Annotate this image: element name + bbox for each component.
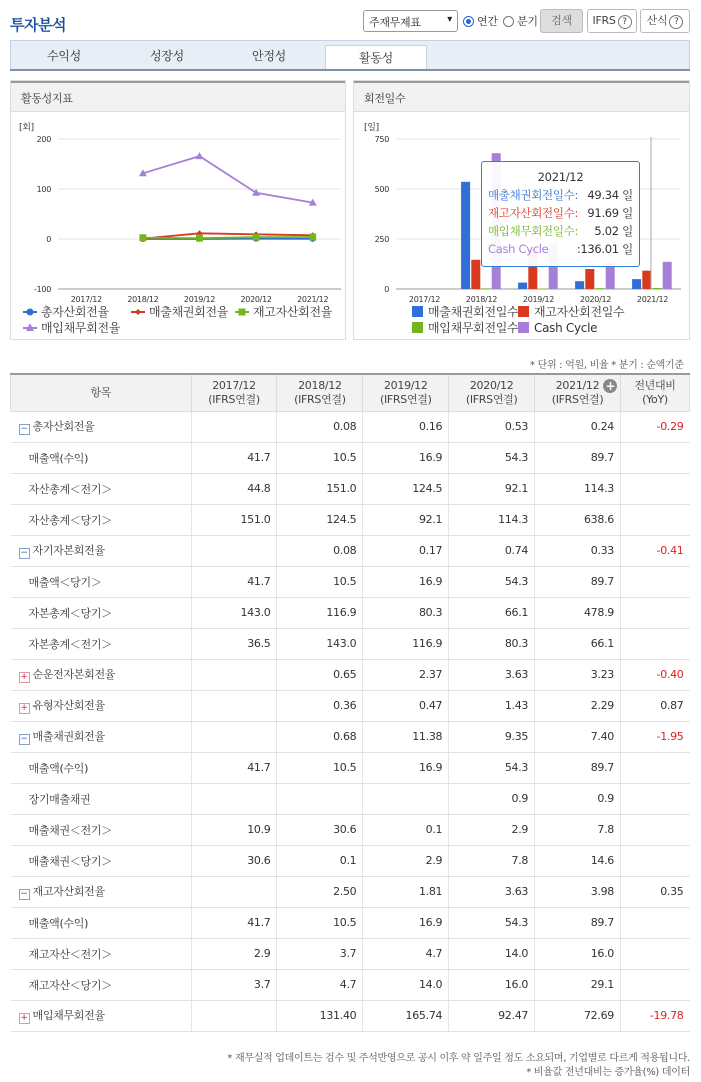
legend-label: 매입채무회전일수 bbox=[428, 321, 519, 335]
data-point bbox=[253, 234, 260, 241]
value-cell: 0.33 bbox=[535, 535, 621, 566]
bar-1 bbox=[632, 279, 641, 289]
yoy-cell: -0.29 bbox=[620, 411, 689, 442]
tooltip-row bbox=[488, 204, 633, 222]
value-cell: 54.3 bbox=[449, 566, 535, 597]
value-cell: 16.9 bbox=[363, 566, 449, 597]
value-cell: 3.98 bbox=[535, 876, 621, 907]
yoy-cell bbox=[620, 938, 689, 969]
value-cell: 2.9 bbox=[363, 845, 449, 876]
table-row bbox=[11, 752, 690, 783]
legend-marker bbox=[412, 322, 423, 333]
tooltip-row bbox=[488, 186, 633, 204]
data-point bbox=[309, 234, 316, 241]
header-item: 항목 bbox=[11, 374, 192, 411]
radio-unselected-icon bbox=[503, 16, 514, 27]
value-cell: 116.9 bbox=[363, 628, 449, 659]
value-cell: 80.3 bbox=[449, 628, 535, 659]
yoy-cell bbox=[620, 814, 689, 845]
value-cell: 16.9 bbox=[363, 442, 449, 473]
radio-selected-icon bbox=[463, 16, 474, 27]
bar-3 bbox=[482, 288, 491, 289]
tooltip-row bbox=[488, 222, 633, 240]
value-cell: 3.63 bbox=[449, 876, 535, 907]
value-cell: 114.3 bbox=[535, 473, 621, 504]
y-tick-label: 100 bbox=[36, 185, 51, 194]
value-cell: 3.7 bbox=[191, 969, 277, 1000]
yoy-cell: -1.95 bbox=[620, 721, 689, 752]
value-cell: 0.74 bbox=[449, 535, 535, 566]
value-cell: 10.5 bbox=[277, 566, 363, 597]
data-point bbox=[139, 234, 146, 241]
table-row bbox=[11, 535, 690, 566]
row-label[interactable]: − 자기자본회전율 bbox=[11, 535, 192, 566]
unit-note: * 단위 : 억원, 비율 * 분기 : 순액기준 bbox=[530, 360, 684, 371]
tooltip-value: 49.34 일 bbox=[587, 188, 633, 202]
row-label: 매출액(수익) bbox=[11, 752, 192, 783]
chart-tooltip bbox=[481, 161, 640, 267]
expand-columns-icon[interactable]: + bbox=[603, 379, 617, 393]
bar-3 bbox=[653, 288, 662, 289]
yoy-cell bbox=[620, 442, 689, 473]
value-cell: 11.38 bbox=[363, 721, 449, 752]
question-icon: ? bbox=[669, 15, 683, 29]
y-tick-label: 0 bbox=[46, 235, 51, 244]
value-cell: 4.7 bbox=[363, 938, 449, 969]
value-cell: 10.5 bbox=[277, 442, 363, 473]
collapse-icon[interactable]: − bbox=[20, 734, 28, 744]
table-row bbox=[11, 442, 690, 473]
tooltip-value: :136.01 일 bbox=[576, 242, 633, 256]
value-cell: 16.9 bbox=[363, 907, 449, 938]
value-cell: 478.9 bbox=[535, 597, 621, 628]
series-line-3 bbox=[143, 237, 313, 238]
yoy-cell bbox=[620, 597, 689, 628]
tab-growth[interactable]: 성장성 bbox=[150, 49, 184, 63]
row-label: 자본총계＜전기＞ bbox=[11, 628, 192, 659]
value-cell: 0.53 bbox=[449, 411, 535, 442]
bar-1 bbox=[461, 182, 470, 289]
value-cell: 3.7 bbox=[277, 938, 363, 969]
value-cell: 0.1 bbox=[363, 814, 449, 845]
value-cell: 7.8 bbox=[449, 845, 535, 876]
chevron-down-icon: ▾ bbox=[447, 14, 452, 25]
tooltip-value: 91.69 일 bbox=[587, 206, 633, 220]
collapse-icon[interactable]: − bbox=[20, 889, 28, 899]
table-row bbox=[11, 814, 690, 845]
yoy-cell bbox=[620, 752, 689, 783]
activity-ratio-panel bbox=[10, 80, 346, 340]
table-row bbox=[11, 845, 690, 876]
expand-icon[interactable]: + bbox=[20, 672, 28, 682]
value-cell: 0.24 bbox=[535, 411, 621, 442]
value-cell: 3.63 bbox=[449, 659, 535, 690]
value-cell: 16.0 bbox=[535, 938, 621, 969]
legend-marker bbox=[518, 306, 529, 317]
x-tick-label: 2018/12 bbox=[465, 295, 498, 304]
value-cell: 89.7 bbox=[535, 907, 621, 938]
tab-stability[interactable]: 안정성 bbox=[252, 49, 286, 63]
legend-label: 재고자산회전율 bbox=[253, 305, 333, 319]
page-title: 투자분석 bbox=[10, 16, 66, 34]
row-label: 매출채권＜당기＞ bbox=[11, 845, 192, 876]
yoy-cell bbox=[620, 969, 689, 1000]
value-cell: 54.3 bbox=[449, 442, 535, 473]
value-cell bbox=[191, 876, 277, 907]
tab-bar bbox=[10, 40, 690, 70]
row-label: 재고자산＜당기＞ bbox=[11, 969, 192, 1000]
header-col-6: 전년대비 (YoY) bbox=[620, 374, 689, 411]
table-row bbox=[11, 566, 690, 597]
header-col-1: 2017/12 (IFRS연결) bbox=[191, 374, 277, 411]
data-point bbox=[196, 152, 204, 159]
yoy-cell bbox=[620, 783, 689, 814]
value-cell: 89.7 bbox=[535, 752, 621, 783]
yoy-cell: -0.40 bbox=[620, 659, 689, 690]
row-label: 자산총계＜전기＞ bbox=[11, 473, 192, 504]
value-cell: 41.7 bbox=[191, 907, 277, 938]
value-cell: 165.74 bbox=[363, 1000, 449, 1031]
row-label: 자산총계＜당기＞ bbox=[11, 504, 192, 535]
value-cell bbox=[191, 721, 277, 752]
footnote-update: * 재무실적 업데이트는 검수 및 주석반영으로 공시 이후 약 일주일 정도 소요되며, 기업별로 다르게 적용됩니다. bbox=[227, 1053, 690, 1064]
value-cell: 124.5 bbox=[363, 473, 449, 504]
formula-label: 산식 bbox=[646, 14, 668, 27]
value-cell: 0.47 bbox=[363, 690, 449, 721]
value-cell: 14.0 bbox=[363, 969, 449, 1000]
value-cell: 16.0 bbox=[449, 969, 535, 1000]
value-cell: 2.50 bbox=[277, 876, 363, 907]
table-row bbox=[11, 597, 690, 628]
y-axis-unit: [일] bbox=[364, 123, 379, 133]
legend-label: 매출채권회전일수 bbox=[428, 305, 519, 319]
header-col-5: 2021/12 + (IFRS연결) bbox=[535, 374, 621, 411]
legend-marker bbox=[27, 309, 34, 316]
radio-quarter-label: 분기 bbox=[517, 15, 538, 28]
tab-divider bbox=[10, 69, 690, 71]
yoy-cell: -19.78 bbox=[620, 1000, 689, 1031]
series-line-4 bbox=[143, 156, 313, 203]
x-tick-label: 2019/12 bbox=[522, 295, 555, 304]
panel-title: 회전일수 bbox=[354, 81, 689, 112]
value-cell: 44.8 bbox=[191, 473, 277, 504]
row-label[interactable]: − 재고자산회전율 bbox=[11, 876, 192, 907]
row-label[interactable]: − 매출채권회전율 bbox=[11, 721, 192, 752]
legend-label: 재고자산회전일수 bbox=[534, 305, 625, 319]
radio-annual-label: 연간 bbox=[477, 15, 498, 28]
x-tick-label: 2017/12 bbox=[408, 295, 441, 304]
row-label: 매출채권＜전기＞ bbox=[11, 814, 192, 845]
yoy-cell: -0.41 bbox=[620, 535, 689, 566]
bar-3 bbox=[596, 288, 605, 289]
value-cell: 0.08 bbox=[277, 535, 363, 566]
tooltip-label: 매입채무회전일수: bbox=[488, 224, 579, 238]
value-cell: 92.47 bbox=[449, 1000, 535, 1031]
value-cell: 0.1 bbox=[277, 845, 363, 876]
x-tick-label: 2021/12 bbox=[636, 295, 669, 304]
value-cell: 151.0 bbox=[277, 473, 363, 504]
table-row bbox=[11, 659, 690, 690]
value-cell: 143.0 bbox=[191, 597, 277, 628]
value-cell: 66.1 bbox=[449, 597, 535, 628]
value-cell: 2.29 bbox=[535, 690, 621, 721]
y-tick-label: 200 bbox=[36, 135, 51, 144]
data-point bbox=[252, 189, 260, 196]
value-cell: 30.6 bbox=[191, 845, 277, 876]
value-cell: 30.6 bbox=[277, 814, 363, 845]
activity-ratio-chart bbox=[11, 112, 345, 339]
y-tick-label: 0 bbox=[384, 285, 389, 294]
table-row bbox=[11, 783, 690, 814]
tooltip-value: 5.02 일 bbox=[594, 224, 633, 238]
panel-title: 활동성지표 bbox=[11, 81, 345, 112]
value-cell bbox=[191, 411, 277, 442]
table-row bbox=[11, 473, 690, 504]
question-icon: ? bbox=[618, 15, 632, 29]
tab-profitability[interactable]: 수익성 bbox=[47, 49, 81, 63]
value-cell bbox=[191, 1000, 277, 1031]
search-button[interactable]: 검색 bbox=[540, 9, 583, 33]
bar-1 bbox=[575, 281, 584, 289]
value-cell: 10.5 bbox=[277, 752, 363, 783]
legend-label: 매출채권회전율 bbox=[149, 305, 229, 319]
ifrs-label: IFRS bbox=[592, 14, 616, 27]
ifrs-help-button[interactable] bbox=[587, 9, 637, 33]
value-cell: 4.7 bbox=[277, 969, 363, 1000]
value-cell bbox=[191, 659, 277, 690]
value-cell: 10.5 bbox=[277, 907, 363, 938]
legend-label: 총자산회전율 bbox=[41, 305, 109, 319]
value-cell: 151.0 bbox=[191, 504, 277, 535]
value-cell: 2.9 bbox=[449, 814, 535, 845]
table-row bbox=[11, 907, 690, 938]
report-type-select[interactable] bbox=[363, 10, 458, 32]
tooltip-label: 재고자산회전일수: bbox=[488, 206, 579, 220]
value-cell: 2.9 bbox=[191, 938, 277, 969]
table-row bbox=[11, 690, 690, 721]
row-label: 장기매출채권 bbox=[11, 783, 192, 814]
radio-quarter[interactable] bbox=[503, 13, 538, 29]
value-cell: 89.7 bbox=[535, 566, 621, 597]
value-cell: 16.9 bbox=[363, 752, 449, 783]
yoy-cell bbox=[620, 504, 689, 535]
value-cell: 2.37 bbox=[363, 659, 449, 690]
row-label: 재고자산＜전기＞ bbox=[11, 938, 192, 969]
collapse-icon[interactable]: − bbox=[20, 424, 28, 434]
legend-marker bbox=[135, 309, 141, 315]
value-cell: 0.08 bbox=[277, 411, 363, 442]
value-cell: 41.7 bbox=[191, 566, 277, 597]
value-cell: 41.7 bbox=[191, 752, 277, 783]
value-cell: 29.1 bbox=[535, 969, 621, 1000]
table-header-row bbox=[11, 374, 690, 411]
tooltip-label: Cash Cycle bbox=[488, 242, 549, 256]
report-type-value: 주재무제표 bbox=[369, 16, 421, 29]
table-row bbox=[11, 411, 690, 442]
value-cell: 41.7 bbox=[191, 442, 277, 473]
value-cell: 7.40 bbox=[535, 721, 621, 752]
value-cell: 14.6 bbox=[535, 845, 621, 876]
legend-marker bbox=[518, 322, 529, 333]
value-cell: 0.16 bbox=[363, 411, 449, 442]
value-cell: 1.81 bbox=[363, 876, 449, 907]
yoy-cell bbox=[620, 907, 689, 938]
value-cell: 14.0 bbox=[449, 938, 535, 969]
x-tick-label: 2017/12 bbox=[70, 295, 102, 304]
legend-label: 매입채무회전율 bbox=[41, 321, 121, 335]
x-tick-label: 2020/12 bbox=[579, 295, 612, 304]
table-row bbox=[11, 1000, 690, 1031]
y-tick-label: 500 bbox=[374, 185, 389, 194]
value-cell: 54.3 bbox=[449, 752, 535, 783]
value-cell: 0.17 bbox=[363, 535, 449, 566]
value-cell bbox=[363, 783, 449, 814]
value-cell: 3.23 bbox=[535, 659, 621, 690]
header-col-2: 2018/12 (IFRS연결) bbox=[277, 374, 363, 411]
formula-help-button[interactable] bbox=[640, 9, 690, 33]
y-axis-unit: [회] bbox=[19, 123, 34, 133]
x-tick-label: 2018/12 bbox=[127, 295, 159, 304]
legend-label: Cash Cycle bbox=[534, 321, 598, 335]
value-cell: 0.9 bbox=[535, 783, 621, 814]
table-row bbox=[11, 938, 690, 969]
footnote-yoy: * 비율값 전년대비는 증가율(%) 데이터 bbox=[526, 1067, 690, 1078]
value-cell: 7.8 bbox=[535, 814, 621, 845]
value-cell: 0.36 bbox=[277, 690, 363, 721]
value-cell: 80.3 bbox=[363, 597, 449, 628]
value-cell: 131.40 bbox=[277, 1000, 363, 1031]
activity-table bbox=[10, 373, 690, 1032]
row-label: 매출액(수익) bbox=[11, 442, 192, 473]
value-cell: 92.1 bbox=[449, 473, 535, 504]
value-cell: 36.5 bbox=[191, 628, 277, 659]
yoy-cell bbox=[620, 628, 689, 659]
value-cell: 638.6 bbox=[535, 504, 621, 535]
tooltip-row bbox=[488, 240, 633, 258]
row-label: 매출액＜당기＞ bbox=[11, 566, 192, 597]
row-label[interactable]: + 유형자산회전율 bbox=[11, 690, 192, 721]
bar-1 bbox=[518, 283, 527, 289]
value-cell: 89.7 bbox=[535, 442, 621, 473]
value-cell: 116.9 bbox=[277, 597, 363, 628]
bar-2 bbox=[585, 269, 594, 289]
value-cell bbox=[191, 690, 277, 721]
row-label[interactable]: + 순운전자본회전율 bbox=[11, 659, 192, 690]
value-cell: 54.3 bbox=[449, 907, 535, 938]
collapse-icon[interactable]: − bbox=[20, 548, 28, 558]
value-cell: 1.43 bbox=[449, 690, 535, 721]
value-cell: 92.1 bbox=[363, 504, 449, 535]
bar-2 bbox=[642, 271, 651, 289]
table-row bbox=[11, 628, 690, 659]
legend-marker bbox=[412, 306, 423, 317]
value-cell: 143.0 bbox=[277, 628, 363, 659]
value-cell bbox=[191, 535, 277, 566]
expand-icon[interactable]: + bbox=[20, 1013, 28, 1023]
value-cell: 10.9 bbox=[191, 814, 277, 845]
table-row bbox=[11, 876, 690, 907]
tooltip-period: 2021/12 bbox=[537, 170, 584, 184]
yoy-cell: 0.87 bbox=[620, 690, 689, 721]
y-tick-label: 250 bbox=[374, 235, 389, 244]
bar-2 bbox=[471, 260, 480, 289]
value-cell: 66.1 bbox=[535, 628, 621, 659]
y-tick-label: 750 bbox=[374, 135, 389, 144]
value-cell: 114.3 bbox=[449, 504, 535, 535]
x-tick-label: 2020/12 bbox=[240, 295, 272, 304]
tab-activity[interactable]: 활동성 bbox=[325, 45, 427, 71]
value-cell: 0.68 bbox=[277, 721, 363, 752]
x-tick-label: 2019/12 bbox=[183, 295, 216, 304]
y-tick-label: -100 bbox=[34, 285, 51, 294]
table-row bbox=[11, 721, 690, 752]
value-cell: 124.5 bbox=[277, 504, 363, 535]
header-col-4: 2020/12 (IFRS연결) bbox=[449, 374, 535, 411]
row-label: 매출액(수익) bbox=[11, 907, 192, 938]
x-tick-label: 2021/12 bbox=[297, 295, 329, 304]
row-label[interactable]: + 매입채무회전율 bbox=[11, 1000, 192, 1031]
expand-icon[interactable]: + bbox=[20, 703, 28, 713]
yoy-cell bbox=[620, 845, 689, 876]
table-row bbox=[11, 969, 690, 1000]
table-row bbox=[11, 504, 690, 535]
radio-annual[interactable] bbox=[463, 13, 498, 29]
legend-marker bbox=[239, 309, 246, 316]
yoy-cell bbox=[620, 566, 689, 597]
value-cell: 9.35 bbox=[449, 721, 535, 752]
value-cell: 72.69 bbox=[535, 1000, 621, 1031]
bar-4 bbox=[663, 262, 672, 289]
value-cell: 0.65 bbox=[277, 659, 363, 690]
data-point bbox=[196, 235, 203, 242]
value-cell bbox=[277, 783, 363, 814]
value-cell bbox=[191, 783, 277, 814]
row-label: 자본총계＜당기＞ bbox=[11, 597, 192, 628]
row-label[interactable]: − 총자산회전율 bbox=[11, 411, 192, 442]
yoy-cell bbox=[620, 473, 689, 504]
tooltip-label: 매출채권회전일수: bbox=[488, 188, 579, 202]
value-cell: 0.9 bbox=[449, 783, 535, 814]
header-col-3: 2019/12 (IFRS연결) bbox=[363, 374, 449, 411]
yoy-cell: 0.35 bbox=[620, 876, 689, 907]
